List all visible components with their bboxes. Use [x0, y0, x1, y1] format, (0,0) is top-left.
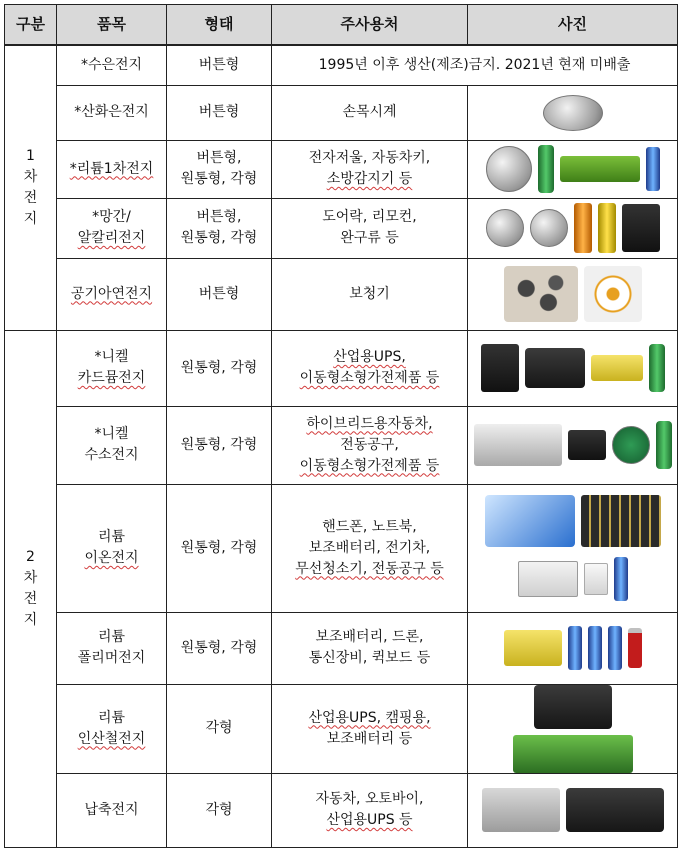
form-line: 버튼형,: [196, 209, 242, 225]
li-ion-ev-module-image: [485, 495, 575, 547]
use-line: 자동차, 오토바이,: [315, 791, 424, 807]
lithium-coin-battery-image: [486, 146, 532, 192]
item-line: 수소전지: [84, 447, 139, 463]
battery-table: [4, 4, 678, 848]
use-line: 산업용UPS 등: [326, 812, 413, 828]
use-cell: [272, 612, 468, 684]
item-line: *산화은전지: [74, 104, 149, 120]
use-line: 이동형소형가전제품 등: [299, 370, 440, 386]
nimh-cell-image: [656, 421, 672, 469]
lithium-aa-battery-image: [646, 147, 660, 191]
table-row: [5, 330, 678, 406]
silver-oxide-battery-image: [543, 95, 603, 131]
table-row: [5, 612, 678, 684]
use-line: 전자저울, 자동차키,: [308, 150, 431, 166]
form-cell: [167, 85, 272, 140]
item-line: *니켈: [94, 349, 129, 365]
photo-cell: [468, 85, 678, 140]
item-line: *망간/: [92, 209, 131, 225]
lithium-cylinder-battery-image: [538, 145, 554, 193]
header-form: 형태: [167, 5, 272, 46]
form-cell: [167, 198, 272, 258]
photo-cell: [468, 406, 678, 484]
item-line: 카드뮴전지: [77, 370, 146, 386]
use-line: 무선청소기, 전동공구 등: [295, 560, 444, 577]
li-ion-power-bank-image: [584, 563, 608, 595]
item-line: *수은전지: [80, 56, 143, 73]
header-photo: 사진: [468, 5, 678, 46]
li-ion-phone-battery-image: [518, 561, 578, 597]
lead-acid-car-battery-image: [566, 788, 664, 832]
header-use: 주사용처: [272, 5, 468, 46]
li-polymer-cell-image: [568, 626, 582, 670]
photo-cell: [468, 684, 678, 773]
li-polymer-pouch-image: [504, 630, 562, 666]
form-line: 원통형, 각형: [180, 539, 258, 556]
nicd-cell-image: [649, 344, 665, 392]
item-cell: [57, 45, 167, 85]
item-line: 인산철전지: [77, 730, 146, 747]
use-line: 보조배터리, 드론,: [315, 629, 424, 645]
form-cell: [167, 140, 272, 198]
item-line: 리튬: [97, 629, 126, 645]
li-polymer-cell-image: [608, 626, 622, 670]
item-cell: [57, 330, 167, 406]
use-line: 핸드폰, 노트북,: [322, 518, 417, 535]
use-cell: [272, 140, 468, 198]
table-row: [5, 406, 678, 484]
form-line: 버튼형: [198, 56, 240, 73]
item-cell: [57, 484, 167, 612]
item-cell: [57, 684, 167, 773]
use-cell: [272, 484, 468, 612]
item-line: 이온전지: [84, 550, 139, 566]
alkaline-9v-battery-image: [622, 204, 660, 252]
hearing-aid-battery-pack-image: [584, 266, 642, 322]
photo-cell: [468, 140, 678, 198]
form-line: 버튼형: [198, 104, 240, 120]
use-line: 보조배터리, 전기차,: [308, 539, 431, 556]
table-row: [5, 140, 678, 198]
lithium-pack-image: [560, 156, 640, 182]
zinc-air-battery-image: [504, 266, 578, 322]
use-line: 하이브리드용자동차,: [306, 415, 433, 432]
form-cell: [167, 484, 272, 612]
form-cell: [167, 330, 272, 406]
nicd-battery-image: [481, 344, 519, 392]
form-cell: [167, 406, 272, 484]
alkaline-coin-image: [486, 209, 524, 247]
form-line: 원통형, 각형: [180, 359, 258, 376]
table-row: [5, 198, 678, 258]
photo-cell: [468, 258, 678, 330]
form-line: 각형: [205, 720, 233, 736]
item-line: 납축전지: [84, 801, 139, 818]
photo-cell: [468, 330, 678, 406]
item-line: *니켈: [94, 426, 129, 442]
use-cell: [272, 198, 468, 258]
use-cell-merged: [272, 45, 678, 85]
nimh-button-pack-image: [612, 426, 650, 464]
item-line: 알칼리전지: [77, 230, 146, 246]
item-cell: [57, 406, 167, 484]
header-category: 구분: [5, 5, 57, 46]
group-secondary-label: 2 차 전 지: [23, 548, 38, 628]
li-ion-cell-pack-image: [581, 495, 661, 547]
table-row: [5, 684, 678, 773]
form-line: 원통형, 각형: [180, 171, 258, 187]
lifepo4-pack-image: [513, 735, 633, 773]
use-line: 산업용UPS, 캠핑용,: [308, 709, 431, 726]
nimh-9v-image: [568, 430, 606, 460]
form-cell: [167, 773, 272, 847]
form-cell: [167, 684, 272, 773]
use-line: 이동형소형가전제품 등: [299, 457, 440, 474]
lead-acid-ups-battery-image: [482, 788, 560, 832]
use-cell: [272, 406, 468, 484]
photo-cell: [468, 773, 678, 847]
li-polymer-cell-image: [588, 626, 602, 670]
item-cell: [57, 612, 167, 684]
header-item: 품목: [57, 5, 167, 46]
photo-cell: [468, 484, 678, 612]
form-line: 버튼형: [198, 285, 240, 302]
use-cell: [272, 258, 468, 330]
form-cell: [167, 612, 272, 684]
alkaline-aa-battery-image: [574, 203, 592, 253]
use-line: 도어락, 리모컨,: [322, 209, 417, 225]
photo-cell: [468, 612, 678, 684]
use-line: 소방감지기 등: [326, 171, 413, 187]
nicd-pack-image: [591, 355, 643, 381]
li-polymer-red-cell-image: [628, 628, 642, 668]
item-line: *리튬1차전지: [69, 160, 154, 177]
group-secondary-battery: [5, 330, 57, 847]
item-cell: [57, 258, 167, 330]
use-line: 전동공구,: [340, 436, 399, 453]
item-cell: [57, 198, 167, 258]
nicd-tool-battery-image: [525, 348, 585, 388]
table-row: [5, 773, 678, 847]
use-line: 보청기: [349, 285, 390, 302]
item-cell: [57, 140, 167, 198]
table-row: [5, 85, 678, 140]
group-primary-label: 1 차 전 지: [23, 147, 38, 227]
use-cell: [272, 773, 468, 847]
alkaline-coin-image: [530, 209, 568, 247]
form-cell: [167, 45, 272, 85]
header-row: [5, 5, 678, 46]
nimh-pack-image: [474, 424, 562, 466]
table-row: [5, 45, 678, 85]
use-cell: [272, 330, 468, 406]
photo-cell: [468, 198, 678, 258]
item-line: 폴리머전지: [77, 650, 146, 666]
form-line: 원통형, 각형: [180, 436, 258, 453]
lifepo4-battery-image: [534, 685, 612, 729]
use-line: 산업용UPS,: [333, 349, 406, 365]
form-line: 원통형, 각형: [180, 639, 258, 656]
table-row: [5, 484, 678, 612]
use-line: 완구류 등: [340, 230, 399, 246]
item-cell: [57, 773, 167, 847]
table-row: [5, 258, 678, 330]
use-cell: [272, 85, 468, 140]
use-line: 보조배터리 등: [326, 730, 413, 747]
use-cell: [272, 684, 468, 773]
item-cell: [57, 85, 167, 140]
use-line: 1995년 이후 생산(제조)금지. 2021년 현재 미배출: [318, 56, 631, 73]
item-line: 리튬: [97, 529, 126, 545]
form-line: 각형: [205, 801, 233, 818]
item-line: 리튬: [97, 709, 126, 726]
li-ion-cell-image: [614, 557, 628, 601]
use-line: 통신장비, 퀵보드 등: [308, 650, 431, 666]
form-line: 버튼형,: [196, 150, 242, 166]
group-primary-battery: [5, 45, 57, 330]
alkaline-aa-battery-image: [598, 203, 616, 253]
item-line: 공기아연전지: [70, 285, 153, 302]
form-line: 원통형, 각형: [180, 230, 258, 246]
use-line: 손목시계: [342, 104, 397, 120]
form-cell: [167, 258, 272, 330]
